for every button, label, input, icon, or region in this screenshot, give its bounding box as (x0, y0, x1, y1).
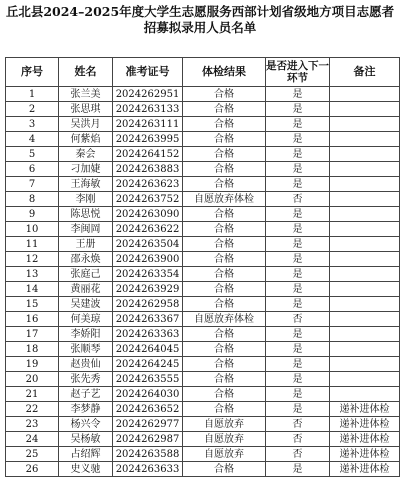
col-header-index: 序号 (6, 58, 59, 87)
cell-remarks (330, 327, 400, 342)
cell-index: 20 (6, 372, 59, 387)
cell-remarks (330, 87, 400, 102)
cell-next-step: 是 (266, 372, 330, 387)
cell-exam-result: 合格 (183, 177, 266, 192)
cell-exam-result: 合格 (183, 252, 266, 267)
table-row (6, 252, 400, 267)
cell-next-step: 是 (266, 267, 330, 282)
cell-name: 张思琪 (59, 102, 113, 117)
cell-name: 何美琼 (59, 312, 113, 327)
cell-next-step: 是 (266, 342, 330, 357)
cell-exam-result: 合格 (183, 372, 266, 387)
cell-next-step: 是 (266, 87, 330, 102)
cell-exam-result: 合格 (183, 102, 266, 117)
cell-next-step: 是 (266, 162, 330, 177)
cell-index: 17 (6, 327, 59, 342)
cell-remarks (330, 162, 400, 177)
cell-remarks (330, 297, 400, 312)
cell-exam-id: 2024264030 (113, 387, 183, 402)
cell-remarks (330, 222, 400, 237)
cell-index: 21 (6, 387, 59, 402)
table-row (6, 267, 400, 282)
cell-index: 11 (6, 237, 59, 252)
cell-remarks (330, 117, 400, 132)
cell-name: 吴洪月 (59, 117, 113, 132)
cell-index: 22 (6, 402, 59, 417)
col-header-name: 姓名 (59, 58, 113, 87)
cell-name: 张顺琴 (59, 342, 113, 357)
cell-next-step: 是 (266, 327, 330, 342)
cell-exam-id: 2024263752 (113, 192, 183, 207)
cell-exam-result: 自愿放弃 (183, 432, 266, 447)
table-row (6, 132, 400, 147)
cell-remarks (330, 267, 400, 282)
table-row (6, 432, 400, 447)
cell-index: 19 (6, 357, 59, 372)
table-row (6, 237, 400, 252)
cell-index: 8 (6, 192, 59, 207)
cell-next-step: 是 (266, 117, 330, 132)
cell-next-step: 否 (266, 417, 330, 432)
cell-name: 李梦静 (59, 402, 113, 417)
cell-name: 赵贵仙 (59, 357, 113, 372)
table-row (6, 192, 400, 207)
cell-index: 25 (6, 447, 59, 462)
table-row (6, 282, 400, 297)
cell-name: 张先秀 (59, 372, 113, 387)
cell-exam-result: 合格 (183, 222, 266, 237)
cell-exam-id: 2024264245 (113, 357, 183, 372)
cell-index: 10 (6, 222, 59, 237)
cell-next-step: 是 (266, 222, 330, 237)
cell-remarks: 递补进体检 (330, 402, 400, 417)
cell-index: 2 (6, 102, 59, 117)
cell-name: 邵永焕 (59, 252, 113, 267)
cell-exam-id: 2024263622 (113, 222, 183, 237)
cell-exam-id: 2024263133 (113, 102, 183, 117)
cell-name: 杨兴令 (59, 417, 113, 432)
cell-exam-id: 2024262977 (113, 417, 183, 432)
cell-exam-result: 自愿放弃体检 (183, 192, 266, 207)
table-row (6, 357, 400, 372)
cell-next-step: 是 (266, 402, 330, 417)
cell-exam-id: 2024263995 (113, 132, 183, 147)
table-header-row (6, 58, 400, 87)
cell-next-step: 是 (266, 462, 330, 477)
cell-exam-id: 2024263652 (113, 402, 183, 417)
cell-remarks (330, 237, 400, 252)
table-row (6, 417, 400, 432)
cell-index: 13 (6, 267, 59, 282)
cell-name: 黄丽花 (59, 282, 113, 297)
cell-next-step: 是 (266, 102, 330, 117)
cell-exam-result: 合格 (183, 402, 266, 417)
cell-exam-id: 2024263900 (113, 252, 183, 267)
table-row (6, 177, 400, 192)
col-header-exam-result: 体检结果 (183, 58, 266, 87)
cell-next-step: 否 (266, 447, 330, 462)
cell-exam-id: 2024263090 (113, 207, 183, 222)
cell-remarks (330, 282, 400, 297)
cell-exam-result: 合格 (183, 117, 266, 132)
cell-exam-result: 合格 (183, 387, 266, 402)
cell-index: 23 (6, 417, 59, 432)
cell-index: 6 (6, 162, 59, 177)
cell-exam-id: 2024262951 (113, 87, 183, 102)
table-row (6, 447, 400, 462)
cell-exam-result: 合格 (183, 327, 266, 342)
col-header-remarks: 备注 (330, 58, 400, 87)
table-row (6, 342, 400, 357)
cell-next-step: 是 (266, 132, 330, 147)
cell-exam-id: 2024263367 (113, 312, 183, 327)
cell-remarks (330, 357, 400, 372)
table-row (6, 312, 400, 327)
cell-index: 7 (6, 177, 59, 192)
cell-exam-result: 合格 (183, 162, 266, 177)
cell-next-step: 是 (266, 387, 330, 402)
cell-next-step: 是 (266, 147, 330, 162)
table-row (6, 327, 400, 342)
cell-remarks: 递补进体检 (330, 447, 400, 462)
table-row (6, 147, 400, 162)
cell-remarks (330, 147, 400, 162)
cell-next-step: 否 (266, 192, 330, 207)
table-row (6, 222, 400, 237)
cell-next-step: 是 (266, 237, 330, 252)
cell-next-step: 是 (266, 252, 330, 267)
cell-exam-result: 合格 (183, 462, 266, 477)
cell-exam-result: 自愿放弃 (183, 417, 266, 432)
cell-exam-result: 合格 (183, 237, 266, 252)
cell-next-step: 是 (266, 297, 330, 312)
cell-index: 16 (6, 312, 59, 327)
cell-index: 24 (6, 432, 59, 447)
cell-remarks (330, 342, 400, 357)
cell-name: 史义驰 (59, 462, 113, 477)
cell-exam-id: 2024263354 (113, 267, 183, 282)
cell-remarks: 递补进体检 (330, 417, 400, 432)
cell-next-step: 否 (266, 312, 330, 327)
cell-name: 张兰美 (59, 87, 113, 102)
cell-next-step: 否 (266, 432, 330, 447)
cell-name: 王海敏 (59, 177, 113, 192)
cell-name: 张庭己 (59, 267, 113, 282)
table-row (6, 297, 400, 312)
cell-exam-id: 2024263363 (113, 327, 183, 342)
cell-index: 5 (6, 147, 59, 162)
cell-next-step: 是 (266, 357, 330, 372)
cell-next-step: 是 (266, 177, 330, 192)
cell-exam-id: 2024263111 (113, 117, 183, 132)
cell-exam-id: 2024263883 (113, 162, 183, 177)
cell-exam-id: 2024263633 (113, 462, 183, 477)
cell-exam-id: 2024263623 (113, 177, 183, 192)
candidate-table (5, 57, 400, 477)
table-row (6, 402, 400, 417)
cell-index: 9 (6, 207, 59, 222)
cell-index: 26 (6, 462, 59, 477)
cell-exam-result: 合格 (183, 207, 266, 222)
cell-remarks (330, 312, 400, 327)
cell-name: 占绍辉 (59, 447, 113, 462)
cell-index: 4 (6, 132, 59, 147)
cell-exam-result: 合格 (183, 297, 266, 312)
cell-exam-result: 自愿放弃 (183, 447, 266, 462)
cell-name: 李闽岡 (59, 222, 113, 237)
cell-index: 3 (6, 117, 59, 132)
cell-next-step: 是 (266, 282, 330, 297)
cell-remarks (330, 102, 400, 117)
cell-exam-result: 合格 (183, 132, 266, 147)
table-row (6, 117, 400, 132)
cell-remarks: 递补进体检 (330, 462, 400, 477)
table-row (6, 372, 400, 387)
cell-exam-id: 2024262987 (113, 432, 183, 447)
document-title-line1: 丘北县2024–2025年度大学生志愿服务西部计划省级地方项目志愿者 (5, 4, 395, 19)
cell-index: 15 (6, 297, 59, 312)
table-row (6, 207, 400, 222)
cell-name: 李娇阳 (59, 327, 113, 342)
cell-exam-result: 合格 (183, 357, 266, 372)
cell-exam-id: 2024262958 (113, 297, 183, 312)
cell-name: 陈思悦 (59, 207, 113, 222)
cell-name: 赵子艺 (59, 387, 113, 402)
cell-exam-id: 2024263588 (113, 447, 183, 462)
cell-next-step: 是 (266, 207, 330, 222)
cell-exam-id: 2024264045 (113, 342, 183, 357)
cell-exam-result: 合格 (183, 87, 266, 102)
cell-remarks (330, 192, 400, 207)
cell-remarks (330, 177, 400, 192)
table-row (6, 87, 400, 102)
table-row (6, 162, 400, 177)
col-header-next-step: 是否进入下一环节 (266, 58, 330, 87)
cell-remarks (330, 252, 400, 267)
cell-remarks (330, 132, 400, 147)
cell-exam-id: 2024263555 (113, 372, 183, 387)
cell-name: 王册 (59, 237, 113, 252)
cell-exam-id: 2024264152 (113, 147, 183, 162)
table-row (6, 462, 400, 477)
cell-exam-result: 合格 (183, 147, 266, 162)
cell-name: 吴杨敏 (59, 432, 113, 447)
cell-index: 14 (6, 282, 59, 297)
cell-exam-result: 合格 (183, 282, 266, 297)
col-header-exam-id: 准考证号 (113, 58, 183, 87)
cell-exam-result: 自愿放弃体检 (183, 312, 266, 327)
cell-name: 秦会 (59, 147, 113, 162)
cell-exam-result: 合格 (183, 342, 266, 357)
cell-exam-id: 2024263929 (113, 282, 183, 297)
cell-name: 刁加婕 (59, 162, 113, 177)
cell-exam-result: 合格 (183, 267, 266, 282)
cell-name: 吴建波 (59, 297, 113, 312)
cell-index: 18 (6, 342, 59, 357)
cell-name: 何紫焰 (59, 132, 113, 147)
cell-index: 1 (6, 87, 59, 102)
cell-remarks (330, 387, 400, 402)
table-row (6, 102, 400, 117)
table-row (6, 387, 400, 402)
cell-remarks (330, 372, 400, 387)
cell-exam-id: 2024263504 (113, 237, 183, 252)
cell-index: 12 (6, 252, 59, 267)
cell-name: 李刚 (59, 192, 113, 207)
cell-remarks (330, 207, 400, 222)
cell-remarks: 递补进体检 (330, 432, 400, 447)
document-title-line2: 招募拟录用人员名单 (143, 20, 257, 35)
